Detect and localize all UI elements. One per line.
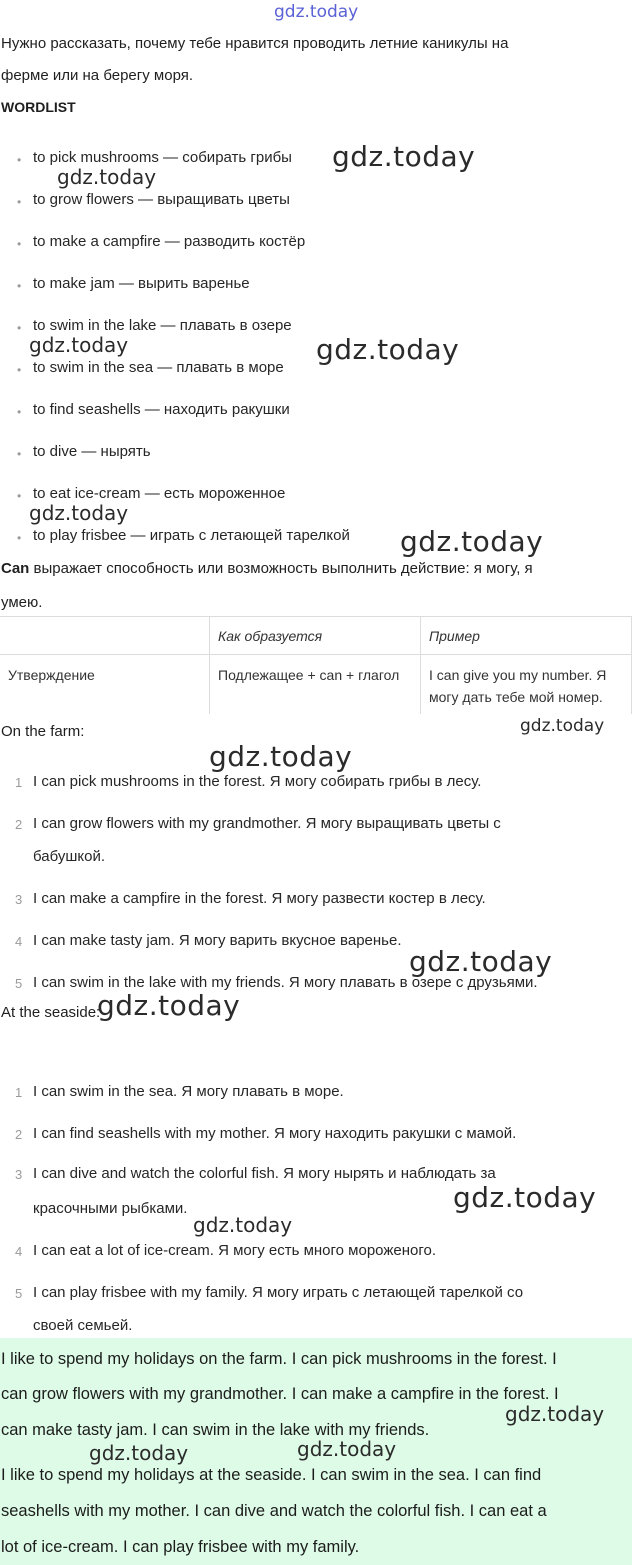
list-item-text: to swim in the lake — плавать в озере [33,317,292,334]
watermark: gdz.today [453,1181,597,1214]
bullet-icon: • [17,153,22,167]
table-cell-example-1: I can give you my number. Я [429,667,607,683]
list-item-text: I can dive and watch the colorful fish. Я могу нырять и наблюдать за [33,1165,496,1182]
answer-line: can make tasty jam. I can swim in the lake with my friends. [1,1421,430,1439]
bullet-icon: • [17,321,22,335]
list-item-text: to pick mushrooms — собирать грибы [33,149,292,166]
table-cell-label: Утверждение [8,667,95,683]
watermark: gdz.today [520,716,605,736]
table-cell-formation: Подлежащее + can + глагол [218,667,400,683]
intro-line-2: ферме или на берегу моря. [1,67,194,84]
answer-line: I like to spend my holidays on the farm. I can pick mushrooms in the forest. I [1,1350,557,1368]
watermark: gdz.today [209,740,353,773]
watermark-top: gdz.today [274,2,359,22]
item-number: 2 [15,1127,23,1142]
list-item-text: to make a campfire — разводить костёр [33,233,306,250]
list-item-text: to play frisbee — играть с летающей тарелкой [33,527,350,544]
grammar-table [0,616,632,714]
bullet-icon: • [17,405,22,419]
list-item-text: I can grow flowers with my grandmother. Я могу выращивать цветы с [33,815,501,832]
list-item-text: to grow flowers — выращивать цветы [33,191,290,208]
table-border-mid [0,654,632,655]
item-number: 4 [15,1244,23,1259]
list-item-text: to find seashells — находить ракушки [33,401,290,418]
table-border-top [0,616,632,617]
grammar-text: выражает способность или возможность выполнить действие: я могу, я [29,560,533,577]
list-item-text: I can swim in the sea. Я могу плавать в море. [33,1083,344,1100]
bullet-icon: • [17,489,22,503]
list-item-text: to dive — нырять [33,443,151,460]
list-item-text: to eat ice-cream — есть мороженное [33,485,286,502]
list-item-text: I can find seashells with my mother. Я могу находить ракушки с мамой. [33,1125,517,1142]
watermark: gdz.today [97,989,241,1022]
watermark: gdz.today [57,165,157,189]
answer-line: can grow flowers with my grandmother. I can make a campfire in the forest. I [1,1385,559,1403]
list-item-text: I can pick mushrooms in the forest. Я могу собирать грибы в лесу. [33,773,482,790]
item-number: 3 [15,892,23,907]
item-number: 5 [15,1286,23,1301]
grammar-line-1 [1,560,533,577]
table-cell-example-2: могу дать тебе мой номер. [429,689,603,705]
list-item-text: I can swim in the lake with my friends. Я могу плавать в озере с друзьями. [33,974,538,991]
watermark: gdz.today [505,1402,605,1426]
farm-heading: On the farm: [1,723,85,740]
list-item-text: I can play frisbee with my family. Я могу играть с летающей тарелкой со [33,1284,524,1301]
watermark: gdz.today [400,525,544,558]
answer-line: I like to spend my holidays at the seaside. I can swim in the sea. I can find [1,1466,542,1484]
bullet-icon: • [17,531,22,545]
watermark: gdz.today [193,1213,293,1237]
watermark: gdz.today [29,333,129,357]
item-number: 3 [15,1167,23,1182]
bullet-icon: • [17,237,22,251]
list-item-text: I can make tasty jam. Я могу варить вкусное варенье. [33,932,402,949]
list-item-text: to make jam — вырить варенье [33,275,250,292]
grammar-line-2: умею. [1,594,43,611]
watermark: gdz.today [29,501,129,525]
table-header-formation: Как образуется [218,628,323,644]
item-number: 1 [15,775,23,790]
list-item-text-cont: бабушкой. [33,848,106,865]
watermark: gdz.today [332,140,476,173]
wordlist-title: WORDLIST [1,99,76,115]
can-word: Can [1,560,30,577]
list-item-text-cont: своей семьей. [33,1317,133,1334]
item-number: 2 [15,817,23,832]
list-item-text: I can eat a lot of ice-cream. Я могу есть много мороженого. [33,1242,436,1259]
watermark: gdz.today [316,333,460,366]
bullet-icon: • [17,447,22,461]
list-item-text-cont: красочными рыбками. [33,1200,188,1217]
item-number: 1 [15,1085,23,1100]
watermark: gdz.today [409,945,553,978]
watermark: gdz.today [297,1437,397,1461]
watermark: gdz.today [89,1441,189,1465]
bullet-icon: • [17,195,22,209]
table-border-col2 [420,616,421,714]
intro-line-1: Нужно рассказать, почему тебе нравится проводить летние каникулы на [1,35,509,52]
bullet-icon: • [17,363,22,377]
item-number: 4 [15,934,23,949]
item-number: 5 [15,976,23,991]
seaside-heading: At the seaside: [1,1004,101,1021]
list-item-text: to swim in the sea — плавать в море [33,359,284,376]
table-header-example: Пример [429,628,480,644]
table-border-col1 [209,616,210,714]
bullet-icon: • [17,279,22,293]
answer-line: lot of ice-cream. I can play frisbee with my family. [1,1538,360,1556]
list-item-text: I can make a campfire in the forest. Я могу развести костер в лесу. [33,890,486,907]
answer-line: seashells with my mother. I can dive and watch the colorful fish. I can eat a [1,1502,547,1520]
